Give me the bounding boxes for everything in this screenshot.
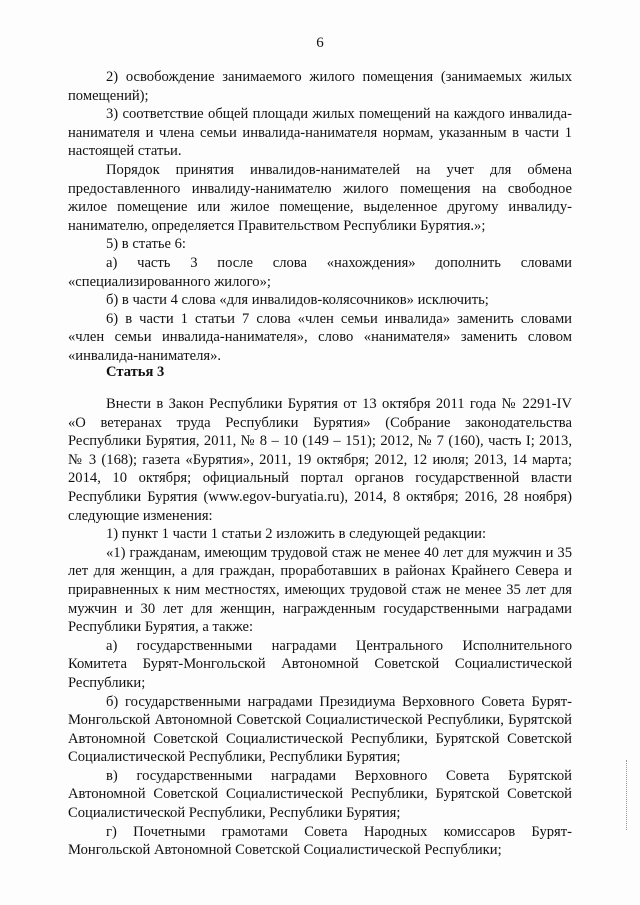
scan-margin-mark [626, 760, 628, 830]
paragraph-intro: Внести в Закон Республики Бурятия от 13 октября 2011 года № 2291-IV «О ветеранах труда Республики Бурятия» (Собрание законодательства Республики Бурятия, 2011, № 8 – 10 (149 – 151); 2012, № 7 (160), часть I; 2013, № 3 (168); газета «Бурятия», 2011, 19 октября; 2012, 12 июля; 2013, 14 марта; 2014, 10 октября; официальный портал органов государственной власти Республики Бурятия (www.egov-buryatia.ru), 2014, 8 октября; 2016, 28 ноября) следующие изменения: [68, 396, 572, 524]
paragraph-sub-a: а) государственными наградами Центрального Исполнительного Комитета Бурят-Монгольской Автономной Советской Социалистической Республики; [68, 637, 572, 691]
paragraph-point-1: 1) пункт 1 части 1 статьи 2 изложить в следующей редакции: [106, 526, 487, 543]
paragraph-sub-b: б) государственными наградами Президиума Верховного Совета Бурят-Монгольской Автономной Советской Социалистической Республики, Бурятской Автономной Советской Социалистической Республики, Бурятской Советской Социалистической Республики, Республики Бурятия; [68, 693, 572, 766]
article-3-body [68, 395, 572, 860]
paragraph-item-6: 6) в части 1 статьи 7 слова «член семьи инвалида» заменить словами «член семьи инвалида-нанимателя», слово «нанимателя» заменить словом «инвалида-нанимателя». [68, 310, 572, 364]
amendments-continued [68, 68, 572, 366]
paragraph-item-2: 2) освобождение занимаемого жилого помещения (занимаемых жилых помещений); [68, 69, 572, 104]
page-number: 6 [316, 35, 324, 51]
paragraph-new-wording: «1) гражданам, имеющим трудовой стаж не менее 40 лет для мужчин и 35 лет для женщин, а для граждан, проработавших в районах Крайнего Севера и приравненных к ним местностях, имеющих трудовой стаж не менее 35 лет для мужчин и 30 лет для женщин, награжденным государственными наградами Республики Бурятия, а также: [68, 544, 572, 636]
paragraph-item-5a: а) часть 3 после слова «нахождения» дополнить словами «специализированного жилого»; [68, 254, 572, 290]
paragraph-sub-v: в) государственными наградами Верховного Совета Бурятской Автономной Советской Социалистической Республики, Бурятской Советской Социалистической Республики, Республики Бурятия; [68, 767, 572, 822]
paragraph-item-5: 5) в статье 6: [106, 236, 186, 253]
paragraph-item-3: 3) соответствие общей площади жилых помещений на каждого инвалида-нанимателя и члена семьи инвалида-нанимателя нормам, указанным в части 1 настоящей статьи. [68, 106, 572, 160]
paragraph-item-5b: б) в части 4 слова «для инвалидов-колясочников» исключить; [106, 292, 489, 309]
article-3-heading: Статья 3 [106, 364, 165, 380]
paragraph-procedure: Порядок принятия инвалидов-нанимателей на учет для обмена предоставленного инвалиду-нанимателю жилого помещения на свободное жилое помещение или жилое помещение, выделенное другому инвалиду-нанимателю, определяется Правительством Республики Бурятия.»; [68, 161, 572, 234]
paragraph-sub-g: г) Почетными грамотами Совета Народных комиссаров Бурят-Монгольской Автономной Советской Социалистической Республики; [68, 823, 572, 859]
